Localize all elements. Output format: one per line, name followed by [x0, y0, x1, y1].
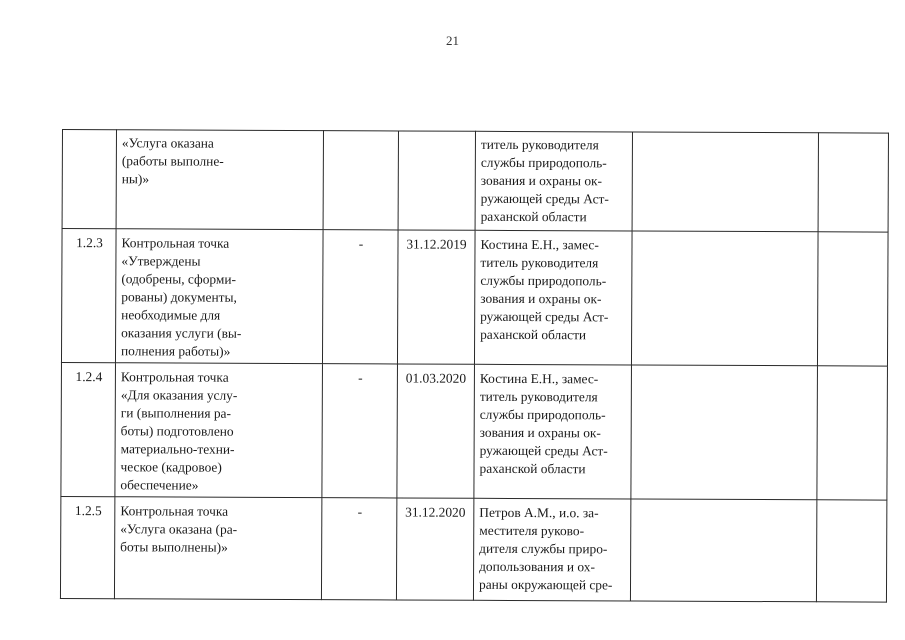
empty-cell — [817, 232, 888, 366]
start-date-cell — [323, 131, 398, 230]
item-name-cell: «Услуга оказана (работы выполне- ны)» — [116, 130, 323, 230]
end-date-cell: 31.12.2019 — [397, 230, 475, 364]
empty-cell — [632, 132, 818, 232]
empty-cell — [816, 500, 886, 602]
control-points-table — [60, 129, 889, 603]
item-name-cell: Контрольная точка «Утверждены (одобрены, сформи- рованы) документы, необходимые для оказания услуги (вы- полнения работы)» — [115, 229, 323, 364]
responsible-cell: Петров А.М., и.о. за- местителя руково- дителя службы приро- допользования и ох- раны окружающей сре- — [473, 498, 630, 601]
start-date-cell: - — [321, 498, 396, 600]
empty-cell — [631, 231, 818, 366]
empty-cell — [631, 365, 818, 500]
start-date-cell: - — [322, 230, 398, 364]
end-date-cell: 31.12.2020 — [396, 498, 473, 600]
item-name-cell: Контрольная точка «Для оказания услу- ги (выполнения ра- боты) подготовлено материально-техни- ческое (кадровое) обеспечение» — [115, 363, 323, 498]
responsible-cell: Костина Е.Н., замес- титель руководителя службы природополь- зования и охраны ок- ружающей среды Аст- раханской области — [474, 230, 632, 365]
empty-cell — [818, 133, 888, 232]
responsible-cell: титель руководителя службы природополь- зования и охраны ок- ружающей среды Аст- раханской области — [475, 131, 632, 231]
empty-cell — [817, 366, 888, 500]
table-row — [61, 362, 888, 500]
table-row — [61, 229, 888, 367]
start-date-cell: - — [322, 364, 398, 498]
item-number-cell — [62, 130, 116, 229]
empty-cell — [630, 499, 816, 602]
table-row — [62, 130, 888, 233]
responsible-cell: Костина Е.Н., замес- титель руководителя службы природополь- зования и охраны ок- ружающей среды Аст- раханской области — [474, 364, 632, 499]
item-number-cell: 1.2.3 — [61, 229, 116, 363]
end-date-cell: 01.03.2020 — [397, 364, 475, 498]
table-row — [60, 496, 886, 602]
item-number-cell: 1.2.4 — [61, 362, 116, 496]
end-date-cell — [398, 131, 475, 230]
item-number-cell: 1.2.5 — [60, 496, 114, 598]
page-number: 21 — [446, 33, 459, 48]
item-name-cell: Контрольная точка «Услуга оказана (ра- боты выполнены)» — [114, 497, 321, 600]
